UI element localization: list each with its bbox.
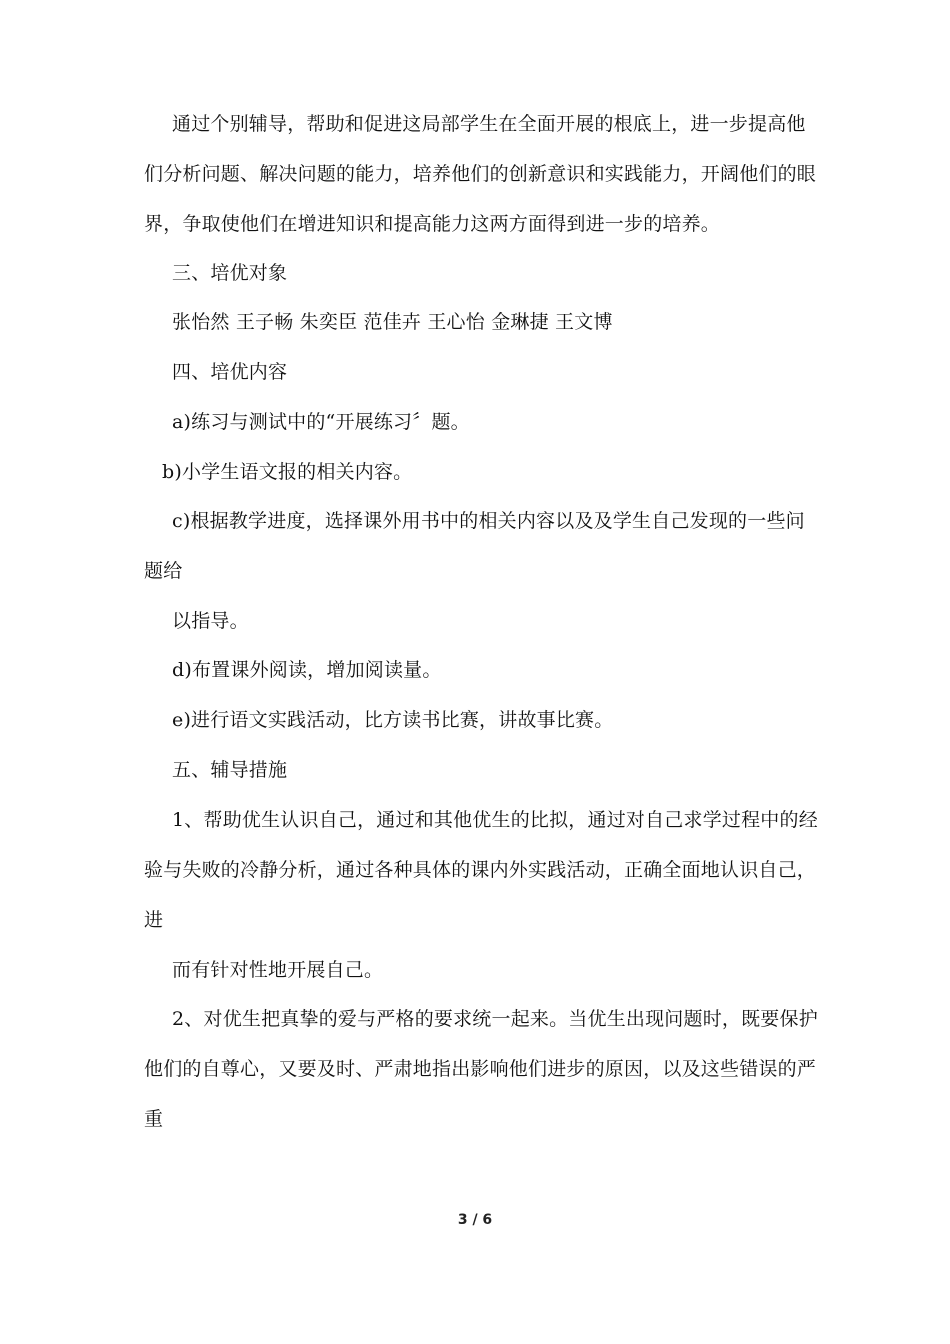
list-item: 1、帮助优生认识自己，通过和其他优生的比拟，通过对自己求学过程中的经: [172, 809, 818, 831]
paragraph-line: 他们的自尊心，又要及时、严肃地指出影响他们进步的原因，以及这些错误的严: [144, 1058, 817, 1080]
page-number: 3 / 6: [457, 1212, 493, 1228]
list-item: 2、对优生把真挚的爱与严格的要求统一起来。当优生出现问题时，既要保护: [172, 1008, 818, 1030]
section-heading: 三、培优对象: [172, 262, 288, 284]
list-item: e)进行语文实践活动，比方读书比赛，讲故事比赛。: [172, 709, 614, 731]
list-item: c)根据教学进度，选择课外用书中的相关内容以及及学生自己发现的一些问: [172, 510, 805, 532]
section-heading: 四、培优内容: [172, 361, 288, 383]
paragraph-line: 验与失败的冷静分析，通过各种具体的课内外实践活动，正确全面地认识自己，: [144, 859, 817, 881]
section-heading: 五、辅导措施: [172, 759, 288, 781]
paragraph-line: 重: [144, 1108, 164, 1130]
paragraph-line: 界，争取使他们在增进知识和提高能力这两方面得到进一步的培养。: [144, 213, 721, 235]
list-item: a)练习与测试中的“开展练习〞题。: [172, 411, 470, 433]
paragraph-line: 以指导。: [172, 610, 249, 632]
paragraph-line: 进: [144, 909, 164, 931]
paragraph-line: 题给: [144, 560, 183, 582]
paragraph-line: 们分析问题、解决问题的能力，培养他们的创新意识和实践能力，开阔他们的眼: [144, 163, 817, 185]
paragraph-line: 通过个别辅导，帮助和促进这局部学生在全面开展的根底上，进一步提高他: [172, 113, 806, 135]
list-item: b)小学生语文报的相关内容。: [162, 461, 413, 483]
student-name-list: 张怡然 王子畅 朱奕臣 范佳卉 王心怡 金琳捷 王文博: [172, 311, 613, 333]
paragraph-line: 而有针对性地开展自己。: [172, 959, 384, 981]
list-item: d)布置课外阅读，增加阅读量。: [172, 659, 442, 681]
